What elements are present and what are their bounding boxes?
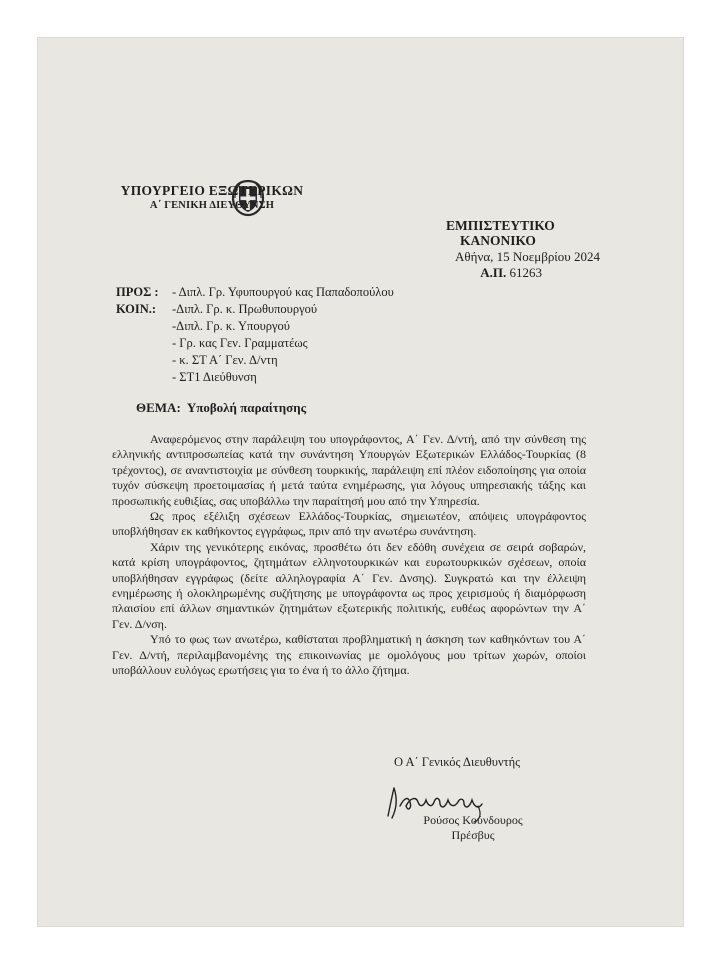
signer-block (378, 813, 568, 843)
ref-value: 61263 (509, 265, 542, 280)
subject-text: Υποβολή παραίτησης (186, 400, 307, 415)
classification-line-1: ΕΜΠΙΣΤΕΥΤΙΚΟ (446, 218, 555, 233)
signer-name: Ρούσος Κούνδουρος (423, 813, 523, 827)
cc-recipient: - ΣΤ1 Διεύθυνση (172, 370, 257, 384)
letter-body (112, 432, 586, 679)
body-paragraph: Αναφερόμενος στην παράλειψη του υπογράφοντος, Α΄ Γεν. Δ/ντή, από την σύνθεση της ελληνικής αντιπροσωπείας κατά την συνάντηση Υπουργών Εξωτερικών Ελλάδος-Τουρκίας (8 τρέχοντος), σε αναντιστοιχία με σύνθεση τουρκικής, παράλειψη επί πλέον ειδοποίησης για οποία τυχόν σύσκεψη προετοιμασίας ή μετά ταύτα ενημέρωσης, για λόγους υπηρεσιακής τάξης και προσωπικής ευθιξίας, σας υποβάλλω την παραίτησή μου από την Υπηρεσία. (112, 432, 586, 508)
ministry-name: ΥΠΟΥΡΓΕΙΟ ΕΞΩΤΕΡΙΚΩΝ (120, 183, 304, 198)
body-paragraph: Υπό το φως των ανωτέρω, καθίσταται προβληματική η άσκηση των καθηκόντων του Α΄ Γεν. Δ/ντή, περιλαμβανομένης της επικοινωνίας με ομολόγους μου τρίτων χωρών, οποίοι υποβάλλουν ευλόγως ερωτήσεις για το ένα ή το άλλο ζήτημα. (112, 632, 586, 678)
cc-recipient: - Γρ. κας Γεν. Γραμματέως (172, 336, 308, 350)
directorate-name: Α΄ ΓΕΝΙΚΗ ΔΙΕΥΘΥΝΣΗ (149, 200, 275, 211)
classification-line-2: ΚΑΝΟΝΙΚΟ (460, 233, 536, 248)
cc-recipient: -Διπλ. Γρ. κ. Πρωθυπουργού (172, 302, 318, 316)
to-label: ΠΡΟΣ : (116, 285, 159, 299)
dateline (420, 249, 600, 281)
body-paragraph: Ως προς εξέλιξη σχέσεων Ελλάδος-Τουρκίας, σημειωτέον, απόψεις υπογράφοντος υποβλήθησαν εκ καθήκοντος εγγράφως, πριν από την ανωτέρω συνάντηση. (112, 509, 586, 539)
recipients-block (116, 284, 394, 386)
to-recipient: - Διπλ. Γρ. Υφυπουργού κας Παπαδοπούλου (172, 285, 394, 299)
signer-title: Πρέσβυς (451, 828, 495, 842)
subject-label: ΘΕΜΑ: (136, 400, 181, 415)
body-paragraph: Χάριν της γενικότερης εικόνας, προσθέτω ότι δεν εδόθη συνέχεια σε σειρά σοβαρών, κατά κρίση υπογράφοντος, ζητημάτων ελληνοτουρκικών και ευρωτουρκικών σχέσεων, οποία υποβλήθησαν εγγράφως (δείτε αλληλογραφία Α΄ Γεν. Δνσης). Συγκρατώ και την έλλειψη ενημέρωσης ή ολοκληρωμένης συζήτησης με υπογράφοντα ως προς χειρισμούς ή διαμόρφωση πλαισίου επί άλλων σημαντικών ζητημάτων εξωτερικής πολιτικής, ευθέως αφορώντων την Α΄ Γεν. Δ/νση. (112, 539, 586, 631)
cc-label: ΚΟΙΝ.: (116, 302, 157, 316)
closing-title: Ο Α΄ Γενικός Διευθυντής (394, 755, 521, 769)
letterhead (92, 183, 332, 211)
place-date: Αθήνα, 15 Νοεμβρίου 2024 (455, 249, 600, 264)
ref-label: Α.Π. (480, 265, 507, 280)
cc-recipient: - κ. ΣΤ Α΄ Γεν. Δ/ντη (172, 353, 278, 367)
letter-page (38, 38, 683, 926)
classification-block (446, 218, 596, 248)
cc-recipient: -Διπλ. Γρ. κ. Υπουργού (172, 319, 290, 333)
subject-line (136, 400, 306, 416)
reference-number (420, 265, 600, 281)
